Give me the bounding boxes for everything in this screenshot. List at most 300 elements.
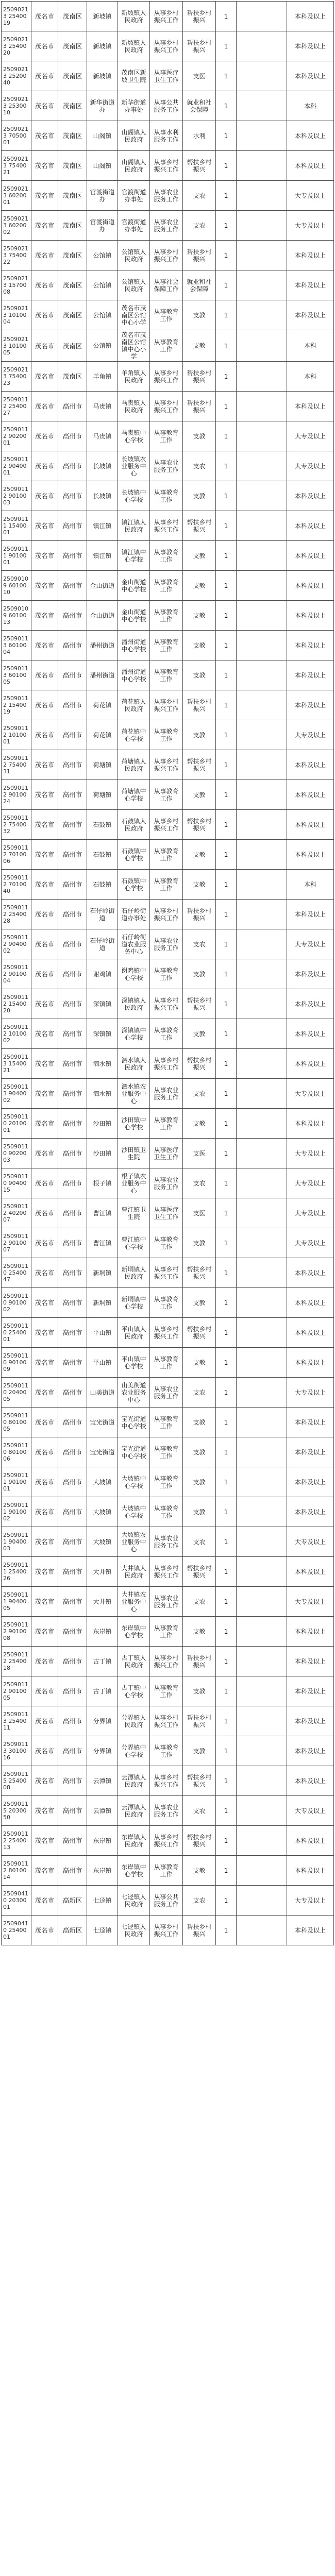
position-code-cell: 25090213 2520040 [2,61,31,91]
post-type-cell: 支教 [183,840,216,870]
position-cell: 从事农业服务工作 [150,1378,183,1408]
district-cell: 高州市 [58,959,87,989]
table-row [2,1826,334,1856]
unit-cell: 马贵镇人民政府 [118,392,150,421]
position-cell: 从事乡村振兴工作 [150,511,183,541]
position-cell: 从事农业服务工作 [150,929,183,959]
table-row [2,780,334,810]
count-cell: 1 [216,541,237,571]
education-cell: 本科及以上 [287,1676,334,1706]
position-cell: 从事乡村振兴工作 [150,690,183,720]
note-cell [237,1617,287,1647]
note-cell [237,1587,287,1617]
note-cell [237,929,287,959]
town-cell: 公馆镇 [87,270,118,300]
position-code-cell: 25090112 2540013 [2,1826,31,1856]
city-cell: 茂名市 [31,1706,58,1736]
position-code-cell: 25090213 7540023 [2,362,31,392]
note-cell [237,1467,287,1497]
position-code-cell: 25090112 7540031 [2,750,31,780]
city-cell: 茂名市 [31,1826,58,1856]
position-code-cell: 25090115 2540008 [2,1766,31,1796]
position-code-cell: 25090112 9010003 [2,481,31,511]
town-cell: 根子镇 [87,1168,118,1198]
district-cell: 高州市 [58,1139,87,1168]
town-cell: 新垌镇 [87,1288,118,1318]
post-type-cell: 支教 [183,571,216,601]
note-cell [237,1527,287,1557]
position-code-cell: 25090112 1010001 [2,720,31,750]
education-cell: 本科及以上 [287,1916,334,1945]
unit-cell: 古丁镇人民政府 [118,1647,150,1676]
position-code-cell: 25090111 9010001 [2,1467,31,1497]
table-row [2,392,334,421]
note-cell [237,1856,287,1886]
city-cell: 茂名市 [31,1766,58,1796]
unit-cell: 宝光街道中心学校 [118,1437,150,1467]
note-cell [237,392,287,421]
unit-cell: 金山街道中心学校 [118,601,150,631]
town-cell: 山阁镇 [87,121,118,151]
education-cell: 本科及以上 [287,900,334,929]
education-cell: 本科及以上 [287,1467,334,1497]
town-cell: 泗水镇 [87,1079,118,1109]
note-cell [237,780,287,810]
unit-cell: 根子镇农业服务中心 [118,1168,150,1198]
count-cell: 1 [216,1378,237,1408]
unit-cell: 镇江镇人民政府 [118,511,150,541]
town-cell: 深镇镇 [87,1019,118,1049]
district-cell: 高州市 [58,1019,87,1049]
position-code-cell: 25090410 2030001 [2,1886,31,1916]
education-cell: 大专及以上 [287,1079,334,1109]
note-cell [237,631,287,660]
post-type-cell: 帮扶乡村振兴 [183,241,216,270]
post-type-cell: 支教 [183,720,216,750]
note-cell [237,511,287,541]
count-cell: 1 [216,1168,237,1198]
post-type-cell: 支教 [183,1408,216,1437]
unit-cell: 云潭镇人民政府 [118,1796,150,1826]
city-cell: 茂名市 [31,1856,58,1886]
position-code-cell: 25090110 8010005 [2,1408,31,1437]
table-row [2,1168,334,1198]
table-row [2,1736,334,1766]
city-cell: 茂名市 [31,2,58,31]
position-code-cell: 25090112 9010005 [2,1676,31,1706]
city-cell: 茂名市 [31,750,58,780]
table-row [2,1079,334,1109]
unit-cell: 东岸镇中心学校 [118,1856,150,1886]
education-cell: 大专及以上 [287,1198,334,1228]
city-cell: 茂名市 [31,392,58,421]
unit-cell: 荷花镇人民政府 [118,690,150,720]
count-cell: 1 [216,1408,237,1437]
position-code-cell: 25090109 6010010 [2,571,31,601]
position-code-cell: 25090112 9040001 [2,451,31,481]
district-cell: 高州市 [58,1826,87,1856]
position-code-cell: 25090113 2540011 [2,1706,31,1736]
table-row [2,1139,334,1168]
unit-cell: 新坡镇人民政府 [118,2,150,31]
post-type-cell: 帮扶乡村振兴 [183,1766,216,1796]
table-row [2,900,334,929]
education-cell: 大专及以上 [287,1886,334,1916]
education-cell: 大专及以上 [287,451,334,481]
city-cell: 茂名市 [31,571,58,601]
note-cell [237,1557,287,1587]
position-cell: 从事农业服务工作 [150,1796,183,1826]
unit-cell: 新华街道办事处 [118,91,150,121]
count-cell: 1 [216,690,237,720]
city-cell: 茂名市 [31,1168,58,1198]
position-code-cell: 25090111 9040003 [2,1527,31,1557]
count-cell: 1 [216,1109,237,1139]
district-cell: 高州市 [58,1647,87,1676]
post-type-cell: 支医 [183,61,216,91]
position-cell: 从事公共服务工作 [150,1886,183,1916]
city-cell: 茂名市 [31,1109,58,1139]
note-cell [237,1079,287,1109]
table-row [2,61,334,91]
town-cell: 新坡镇 [87,2,118,31]
city-cell: 茂名市 [31,1348,58,1378]
position-code-cell: 25090213 1010004 [2,300,31,330]
unit-cell: 茂名市茂南区公馆镇中心小学 [118,330,150,362]
town-cell: 石鼓镇 [87,810,118,840]
city-cell: 茂名市 [31,511,58,541]
table-row [2,211,334,241]
count-cell: 1 [216,870,237,900]
table-row [2,660,334,690]
town-cell: 荷塘镇 [87,780,118,810]
count-cell: 1 [216,1437,237,1467]
education-cell: 本科及以上 [287,959,334,989]
town-cell: 沙田镇 [87,1139,118,1168]
table-body [2,2,334,1945]
unit-cell: 官渡街道办事处 [118,181,150,211]
note-cell [237,421,287,451]
city-cell: 茂名市 [31,810,58,840]
district-cell: 高州市 [58,660,87,690]
position-cell: 从事教育工作 [150,1408,183,1437]
position-cell: 从事乡村振兴工作 [150,241,183,270]
district-cell: 高州市 [58,601,87,631]
position-cell: 从事教育工作 [150,840,183,870]
table-row [2,571,334,601]
district-cell: 茂南区 [58,31,87,61]
city-cell: 茂名市 [31,1408,58,1437]
position-code-cell: 25090115 2030050 [2,1796,31,1826]
city-cell: 茂名市 [31,181,58,211]
city-cell: 茂名市 [31,720,58,750]
city-cell: 茂名市 [31,1617,58,1647]
position-cell: 从事乡村振兴工作 [150,362,183,392]
note-cell [237,1826,287,1856]
position-cell: 从事医疗卫生工作 [150,61,183,91]
city-cell: 茂名市 [31,300,58,330]
district-cell: 高州市 [58,631,87,660]
count-cell: 1 [216,1796,237,1826]
education-cell: 大专及以上 [287,181,334,211]
table-row [2,1647,334,1676]
count-cell: 1 [216,1527,237,1557]
position-code-cell: 25090112 1010002 [2,1019,31,1049]
count-cell: 1 [216,1497,237,1527]
post-type-cell: 支教 [183,601,216,631]
table-row [2,1437,334,1467]
note-cell [237,91,287,121]
unit-cell: 七迳镇人民政府 [118,1886,150,1916]
post-type-cell: 支农 [183,1079,216,1109]
position-code-cell: 25090112 9010004 [2,959,31,989]
unit-cell: 马贵镇中心学校 [118,421,150,451]
note-cell [237,1168,287,1198]
city-cell: 茂名市 [31,241,58,270]
education-cell: 本科及以上 [287,1019,334,1049]
town-cell: 荷花镇 [87,690,118,720]
district-cell: 高州市 [58,1198,87,1228]
town-cell: 山美街道 [87,1378,118,1408]
education-cell: 本科及以上 [287,1258,334,1288]
city-cell: 茂名市 [31,1736,58,1766]
town-cell: 平山镇 [87,1318,118,1348]
note-cell [237,541,287,571]
education-cell: 本科及以上 [287,1109,334,1139]
table-row [2,1049,334,1079]
district-cell: 高州市 [58,541,87,571]
note-cell [237,1647,287,1676]
district-cell: 茂南区 [58,211,87,241]
position-code-cell: 25090112 2540027 [2,392,31,421]
position-cell: 从事乡村振兴工作 [150,2,183,31]
table-row [2,330,334,362]
city-cell: 茂名市 [31,1587,58,1617]
education-cell: 本科及以上 [287,1617,334,1647]
position-cell: 从事农业服务工作 [150,181,183,211]
education-cell: 本科及以上 [287,1348,334,1378]
district-cell: 高新区 [58,1886,87,1916]
position-cell: 从事教育工作 [150,1109,183,1139]
position-cell: 从事公共服务工作 [150,91,183,121]
position-code-cell: 25090111 9040005 [2,1587,31,1617]
table-row [2,1796,334,1826]
count-cell: 1 [216,362,237,392]
education-cell: 本科及以上 [287,840,334,870]
position-code-cell: 25090112 9010024 [2,780,31,810]
post-type-cell: 支农 [183,1527,216,1557]
count-cell: 1 [216,1198,237,1228]
position-code-cell: 25090110 2540047 [2,1258,31,1288]
city-cell: 茂名市 [31,1378,58,1408]
city-cell: 茂名市 [31,1228,58,1258]
note-cell [237,241,287,270]
note-cell [237,1706,287,1736]
unit-cell: 谢鸡镇中心学校 [118,959,150,989]
town-cell: 官渡街道办 [87,181,118,211]
position-code-cell: 25090112 4020007 [2,1198,31,1228]
note-cell [237,151,287,181]
city-cell: 茂名市 [31,690,58,720]
count-cell: 1 [216,1258,237,1288]
city-cell: 茂名市 [31,660,58,690]
post-type-cell: 支教 [183,1109,216,1139]
position-cell: 从事乡村振兴工作 [150,750,183,780]
unit-cell: 新坡镇人民政府 [118,31,150,61]
town-cell: 泗水镇 [87,1049,118,1079]
count-cell: 1 [216,1079,237,1109]
count-cell: 1 [216,601,237,631]
table-row [2,1587,334,1617]
note-cell [237,181,287,211]
unit-cell: 新垌镇人民政府 [118,1258,150,1288]
post-type-cell: 支教 [183,1497,216,1527]
post-type-cell: 支教 [183,1019,216,1049]
post-type-cell: 水利 [183,121,216,151]
district-cell: 高州市 [58,1467,87,1497]
district-cell: 高州市 [58,1258,87,1288]
district-cell: 茂南区 [58,181,87,211]
district-cell: 高州市 [58,870,87,900]
note-cell [237,1766,287,1796]
table-row [2,1856,334,1886]
position-cell: 从事水利服务工作 [150,121,183,151]
education-cell: 本科及以上 [287,1766,334,1796]
city-cell: 茂名市 [31,151,58,181]
city-cell: 茂名市 [31,1676,58,1706]
unit-cell: 东岸镇人民政府 [118,1826,150,1856]
town-cell: 潘州街道 [87,660,118,690]
town-cell: 宝光街道 [87,1437,118,1467]
position-code-cell: 25090112 9040002 [2,929,31,959]
post-type-cell: 支农 [183,211,216,241]
count-cell: 1 [216,1706,237,1736]
note-cell [237,1198,287,1228]
count-cell: 1 [216,959,237,989]
district-cell: 高州市 [58,1587,87,1617]
district-cell: 高州市 [58,989,87,1019]
count-cell: 1 [216,1886,237,1916]
education-cell: 本科及以上 [287,61,334,91]
post-type-cell: 支教 [183,1437,216,1467]
district-cell: 高州市 [58,1527,87,1557]
city-cell: 茂名市 [31,929,58,959]
unit-cell: 羊角镇人民政府 [118,362,150,392]
post-type-cell: 支医 [183,1139,216,1168]
education-cell: 本科及以上 [287,1497,334,1527]
position-code-cell: 25090113 1540021 [2,1049,31,1079]
position-code-cell: 25090111 2540026 [2,1557,31,1587]
table-row [2,989,334,1019]
note-cell [237,1676,287,1706]
count-cell: 1 [216,720,237,750]
district-cell: 高州市 [58,421,87,451]
post-type-cell: 支农 [183,929,216,959]
table-row [2,362,334,392]
table-row [2,1348,334,1378]
position-cell: 从事乡村振兴工作 [150,989,183,1019]
education-cell: 本科及以上 [287,750,334,780]
district-cell: 高州市 [58,1736,87,1766]
unit-cell: 沙田镇中心学校 [118,1109,150,1139]
note-cell [237,690,287,720]
table-row [2,1109,334,1139]
table-row [2,1766,334,1796]
position-cell: 从事教育工作 [150,571,183,601]
education-cell: 大专及以上 [287,720,334,750]
district-cell: 高州市 [58,1437,87,1467]
unit-cell: 大坡镇中心学校 [118,1467,150,1497]
count-cell: 1 [216,1587,237,1617]
position-code-cell: 25090213 6020001 [2,181,31,211]
city-cell: 茂名市 [31,61,58,91]
city-cell: 茂名市 [31,451,58,481]
town-cell: 新坡镇 [87,31,118,61]
post-type-cell: 支教 [183,330,216,362]
education-cell: 本科及以上 [287,2,334,31]
district-cell: 高州市 [58,481,87,511]
count-cell: 1 [216,392,237,421]
count-cell: 1 [216,211,237,241]
unit-cell: 曹江镇卫生院 [118,1198,150,1228]
table-row [2,1886,334,1916]
education-cell: 本科及以上 [287,392,334,421]
unit-cell: 新垌镇中心学校 [118,1288,150,1318]
unit-cell: 潘州街道中心学校 [118,660,150,690]
education-cell: 本科及以上 [287,151,334,181]
education-cell: 本科及以上 [287,631,334,660]
position-cell: 从事乡村振兴工作 [150,392,183,421]
town-cell: 分界镇 [87,1706,118,1736]
position-code-cell: 25090213 1570008 [2,270,31,300]
district-cell: 高州市 [58,511,87,541]
district-cell: 高州市 [58,1497,87,1527]
note-cell [237,1497,287,1527]
table-row [2,481,334,511]
post-type-cell: 帮扶乡村振兴 [183,2,216,31]
position-code-cell: 25090111 1540001 [2,511,31,541]
district-cell: 高州市 [58,1348,87,1378]
district-cell: 高州市 [58,1796,87,1826]
position-code-cell: 25090113 6010005 [2,660,31,690]
post-type-cell: 支教 [183,1617,216,1647]
education-cell: 本科及以上 [287,660,334,690]
unit-cell: 平山镇中心学校 [118,1348,150,1378]
district-cell: 高州市 [58,1557,87,1587]
table-row [2,959,334,989]
position-code-cell: 25090213 2540019 [2,2,31,31]
post-type-cell: 支医 [183,1198,216,1228]
post-type-cell: 帮扶乡村振兴 [183,362,216,392]
post-type-cell: 支教 [183,1856,216,1886]
count-cell: 1 [216,1228,237,1258]
town-cell: 荷花镇 [87,720,118,750]
education-cell: 本科及以上 [287,571,334,601]
education-cell: 本科及以上 [287,1736,334,1766]
position-code-cell: 25090110 8010006 [2,1437,31,1467]
town-cell: 山阁镇 [87,151,118,181]
table-row [2,1228,334,1258]
note-cell [237,1109,287,1139]
district-cell: 茂南区 [58,362,87,392]
city-cell: 茂名市 [31,1467,58,1497]
position-code-cell: 25090213 2530010 [2,91,31,121]
education-cell: 本科及以上 [287,270,334,300]
position-cell: 从事乡村振兴工作 [150,900,183,929]
education-cell: 大专及以上 [287,1587,334,1617]
education-cell: 本科及以上 [287,1826,334,1856]
unit-cell: 公馆镇人民政府 [118,270,150,300]
